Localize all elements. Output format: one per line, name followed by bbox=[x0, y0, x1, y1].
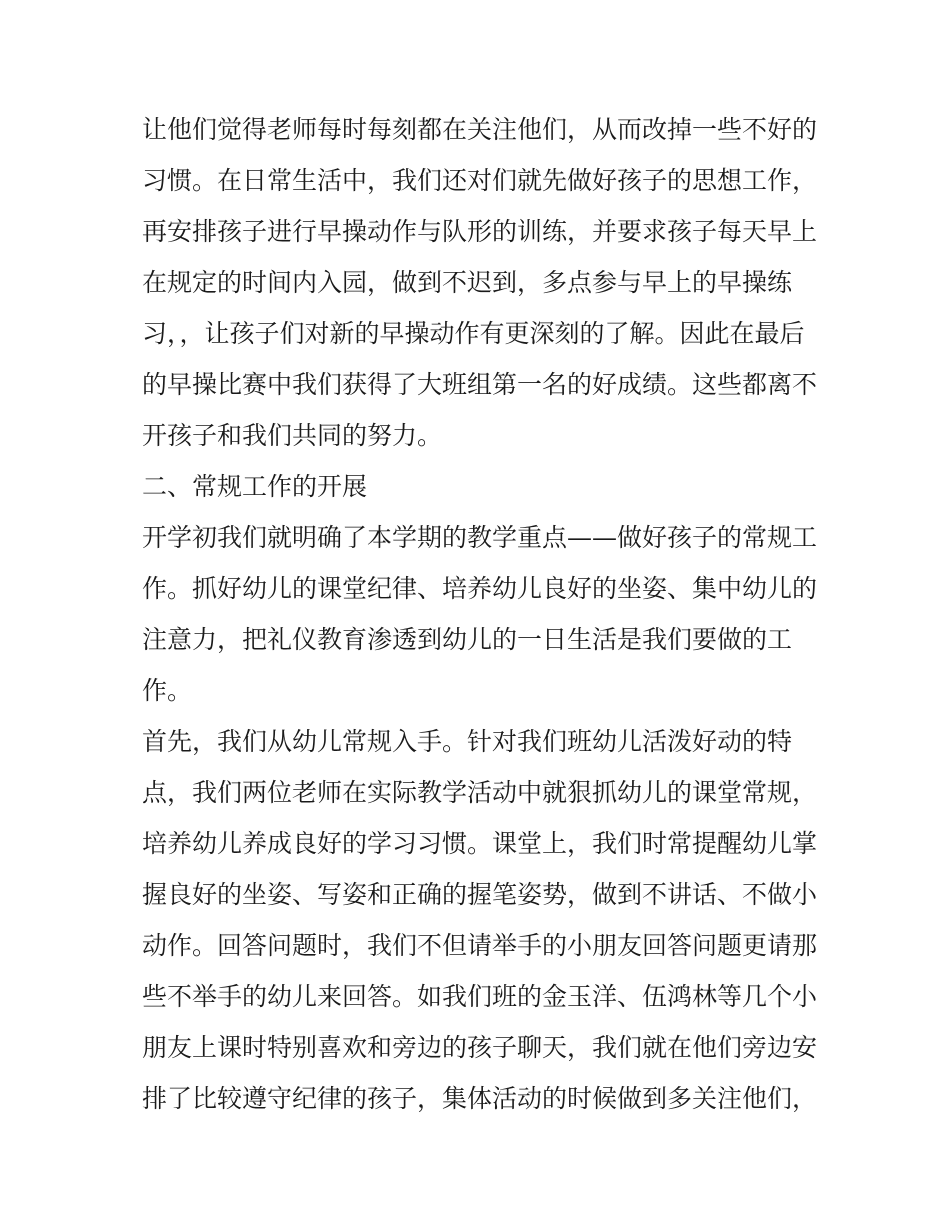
text-line: 动作。回答问题时，我们不但请举手的小朋友回答问题更请那 bbox=[142, 931, 818, 960]
text-line: 开学初我们就明确了本学期的教学重点——做好孩子的常规工 bbox=[142, 523, 818, 552]
text-line: 习惯。在日常生活中，我们还对们就先做好孩子的思想工作， bbox=[142, 166, 818, 195]
text-line: 培养幼儿养成良好的学习习惯。课堂上，我们时常提醒幼儿掌 bbox=[142, 829, 818, 858]
text-line: 握良好的坐姿、写姿和正确的握笔姿势，做到不讲话、不做小 bbox=[142, 880, 818, 909]
text-line: 首先，我们从幼儿常规入手。针对我们班幼儿活泼好动的特 bbox=[142, 727, 793, 756]
text-line: 朋友上课时特别喜欢和旁边的孩子聊天，我们就在他们旁边安 bbox=[142, 1033, 818, 1062]
text-line: 在规定的时间内入园，做到不迟到，多点参与早上的早操练 bbox=[142, 268, 793, 297]
text-line: 开孩子和我们共同的努力。 bbox=[142, 421, 443, 450]
document-body bbox=[142, 104, 822, 1124]
text-line: 习，，让孩子们对新的早操动作有更深刻的了解。因此在最后 bbox=[142, 319, 805, 348]
section-heading: 二、常规工作的开展 bbox=[142, 472, 368, 501]
text-line: 让他们觉得老师每时每刻都在关注他们，从而改掉一些不好的 bbox=[142, 115, 818, 144]
text-line: 的早操比赛中我们获得了大班组第一名的好成绩。这些都离不 bbox=[142, 370, 818, 399]
text-line: 再安排孩子进行早操动作与队形的训练，并要求孩子每天早上 bbox=[142, 217, 818, 246]
text-line: 注意力，把礼仪教育渗透到幼儿的一日生活是我们要做的工 bbox=[142, 625, 793, 654]
text-line: 些不举手的幼儿来回答。如我们班的金玉洋、伍鸿林等几个小 bbox=[142, 982, 818, 1011]
text-line: 排了比较遵守纪律的孩子，集体活动的时候做到多关注他们， bbox=[142, 1084, 818, 1113]
text-line: 作。抓好幼儿的课堂纪律、培养幼儿良好的坐姿、集中幼儿的 bbox=[142, 574, 818, 603]
text-line: 作。 bbox=[142, 676, 193, 705]
text-line: 点，我们两位老师在实际教学活动中就狠抓幼儿的课堂常规， bbox=[142, 778, 818, 807]
